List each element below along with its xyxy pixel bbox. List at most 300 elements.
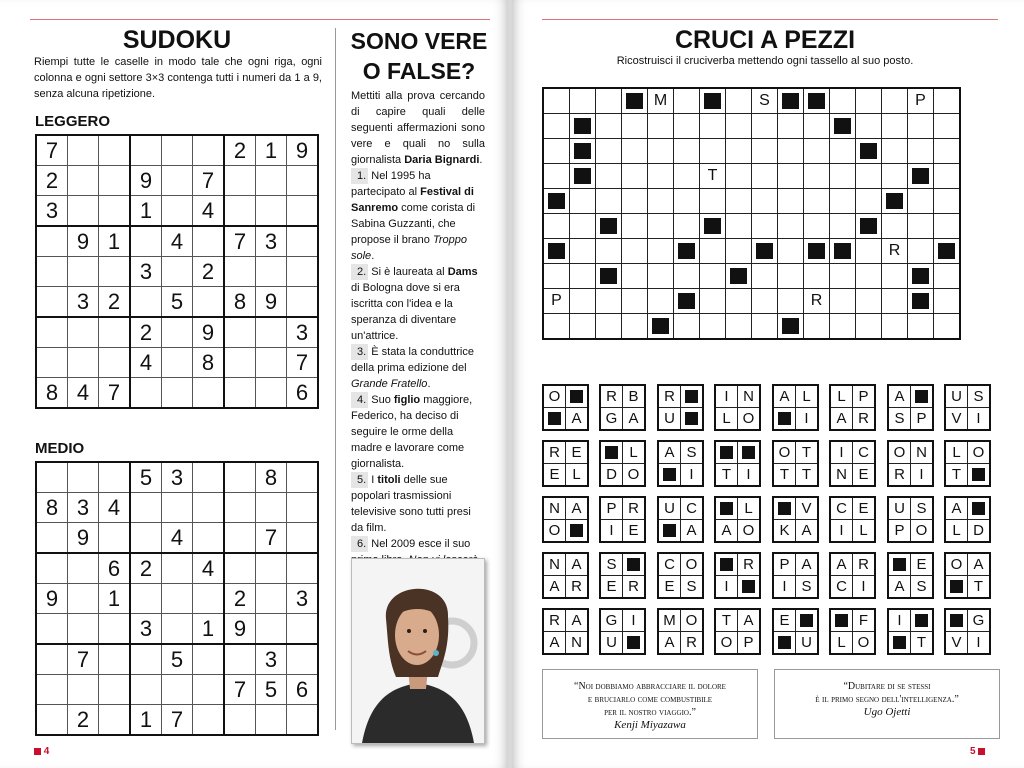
crossword-cell[interactable] [648,139,674,164]
crossword-cell[interactable] [908,114,934,139]
tile-letter: A [543,632,566,655]
crossword-cell[interactable] [752,214,778,239]
crossword-cell[interactable] [700,314,726,340]
crossword-cell[interactable] [856,114,882,139]
medium-cell[interactable] [193,523,225,554]
medium-cell[interactable] [99,705,131,736]
crossword-cell[interactable] [648,264,674,289]
item-text: di Bologna dove si era iscritta con l'idea e la speranza di diventare un'attrice. [351,282,460,342]
tile-piece[interactable] [657,384,704,431]
medium-cell[interactable] [68,462,99,493]
crossword-cell[interactable] [882,289,908,314]
easy-cell[interactable] [99,257,131,287]
easy-cell[interactable] [162,257,193,287]
crossword-cell[interactable] [752,114,778,139]
medium-cell[interactable] [256,493,287,523]
medium-cell: 2 [130,553,162,584]
medium-cell[interactable] [99,614,131,645]
crossword-cell[interactable] [882,164,908,189]
crossword-cell[interactable] [648,214,674,239]
tile-letter: N [911,441,934,464]
crossword-cell[interactable] [752,189,778,214]
crossword-cell[interactable] [804,139,830,164]
crossword-cell[interactable]: P [908,88,934,114]
medium-cell[interactable] [193,705,225,736]
easy-cell[interactable] [68,348,99,378]
tile-piece[interactable] [829,608,876,655]
crossword-cell[interactable] [752,289,778,314]
sudoku-easy-grid[interactable] [35,134,319,409]
medium-cell[interactable] [224,553,256,584]
crossword-cell[interactable] [622,214,648,239]
crossword-cell[interactable] [596,314,622,340]
crossword-cell[interactable] [543,139,570,164]
crossword-cell[interactable] [882,114,908,139]
crossword-cell[interactable] [726,214,752,239]
medium-cell: 8 [256,462,287,493]
tile-letter: N [566,632,589,655]
medium-cell[interactable] [287,553,319,584]
tile-piece[interactable] [887,440,934,487]
crossword-cell[interactable] [570,189,596,214]
crossword-cell[interactable]: R [882,239,908,264]
easy-cell[interactable] [36,348,68,378]
tile-piece[interactable] [542,384,589,431]
crossword-cell[interactable]: R [804,289,830,314]
crossword-cell[interactable] [622,239,648,264]
crossword-cell[interactable] [908,139,934,164]
easy-cell[interactable] [99,348,131,378]
easy-cell[interactable] [287,226,319,257]
easy-cell[interactable] [256,378,287,409]
crossword-cell[interactable] [570,314,596,340]
easy-cell[interactable] [224,257,256,287]
easy-cell[interactable] [224,317,256,348]
easy-cell[interactable] [130,226,162,257]
crossword-cell[interactable] [778,114,804,139]
easy-cell[interactable] [130,378,162,409]
medium-cell[interactable] [287,462,319,493]
crossword-cell[interactable] [882,314,908,340]
easy-cell[interactable] [36,226,68,257]
crossword-grid[interactable] [542,87,961,340]
medium-cell[interactable] [287,644,319,675]
tile-piece[interactable] [714,440,761,487]
medium-cell[interactable] [36,523,68,554]
crossword-cell[interactable] [570,88,596,114]
tile-piece[interactable] [714,552,761,599]
tile-piece[interactable] [657,496,704,543]
medium-cell[interactable] [256,614,287,645]
medium-cell[interactable] [287,705,319,736]
medium-cell[interactable] [36,675,68,705]
easy-cell[interactable] [256,317,287,348]
easy-cell[interactable] [193,135,225,166]
crossword-cell[interactable] [804,114,830,139]
medium-cell[interactable] [36,462,68,493]
tile-piece[interactable] [772,384,819,431]
truefalse-title [345,26,493,86]
medium-cell[interactable] [36,614,68,645]
tile-piece[interactable] [772,496,819,543]
tile-piece[interactable] [772,552,819,599]
tile-piece[interactable] [829,496,876,543]
crossword-cell[interactable] [882,214,908,239]
crossword-cell[interactable] [882,264,908,289]
crossword-cell[interactable] [830,164,856,189]
tile-piece[interactable] [542,440,589,487]
tile-piece[interactable] [599,608,646,655]
crossword-cell[interactable] [622,314,648,340]
easy-cell[interactable] [224,166,256,196]
crossword-cell[interactable] [726,88,752,114]
crossword-cell[interactable] [570,214,596,239]
medium-cell[interactable] [224,493,256,523]
tile-piece[interactable] [829,440,876,487]
crossword-cell[interactable] [726,114,752,139]
crossword-cell[interactable] [674,214,700,239]
tile-piece[interactable] [944,384,991,431]
easy-cell[interactable] [224,348,256,378]
crossword-cell[interactable] [830,264,856,289]
crossword-cell[interactable] [856,239,882,264]
crossword-cell[interactable] [856,88,882,114]
easy-cell[interactable] [256,257,287,287]
crossword-cell[interactable] [700,264,726,289]
easy-cell[interactable] [68,135,99,166]
crossword-cell[interactable] [804,264,830,289]
tile-piece[interactable] [944,440,991,487]
crossword-cell[interactable] [934,289,961,314]
easy-cell[interactable] [162,196,193,227]
crossword-cell[interactable] [674,88,700,114]
easy-cell[interactable] [193,378,225,409]
crossword-cell[interactable] [700,114,726,139]
crossword-instructions: Ricostruisci il cruciverba mettendo ogni tassello al suo posto. [616,55,914,67]
medium-cell: 5 [256,675,287,705]
crossword-cell[interactable] [622,139,648,164]
medium-cell[interactable] [68,614,99,645]
easy-cell[interactable] [256,348,287,378]
medium-cell[interactable] [68,584,99,614]
crossword-cell[interactable] [570,239,596,264]
medium-cell[interactable] [162,553,193,584]
easy-cell[interactable] [256,196,287,227]
tile-piece[interactable] [714,384,761,431]
medium-cell[interactable] [256,553,287,584]
sudoku-medium-grid[interactable] [35,461,319,736]
crossword-cell[interactable] [778,139,804,164]
medium-cell[interactable] [287,614,319,645]
medium-cell[interactable] [193,462,225,493]
crossword-cell[interactable] [700,239,726,264]
crossword-cell[interactable] [856,314,882,340]
crossword-cell[interactable] [622,264,648,289]
crossword-cell[interactable] [882,88,908,114]
crossword-cell[interactable] [752,164,778,189]
crossword-cell[interactable] [596,289,622,314]
crossword-cell[interactable] [830,314,856,340]
medium-cell[interactable] [68,675,99,705]
easy-cell[interactable] [162,166,193,196]
crossword-cell[interactable] [830,88,856,114]
crossword-cell[interactable] [674,114,700,139]
medium-cell[interactable] [224,644,256,675]
crossword-cell[interactable] [830,214,856,239]
tile-row [830,609,875,632]
medium-cell[interactable] [256,705,287,736]
medium-cell[interactable] [99,462,131,493]
medium-cell[interactable] [99,523,131,554]
crossword-cell[interactable] [726,139,752,164]
easy-cell[interactable] [68,166,99,196]
crossword-cell[interactable] [934,164,961,189]
medium-cell[interactable] [287,523,319,554]
tile-piece[interactable] [657,608,704,655]
crossword-cell[interactable] [622,189,648,214]
crossword-cell[interactable] [778,289,804,314]
crossword-cell[interactable] [674,264,700,289]
medium-cell[interactable] [36,644,68,675]
tile-piece[interactable] [829,552,876,599]
crossword-cell[interactable] [726,289,752,314]
easy-cell[interactable] [99,166,131,196]
crossword-cell[interactable] [726,189,752,214]
tile-letter: O [681,553,704,576]
crossword-cell[interactable] [726,164,752,189]
crossword-cell[interactable] [908,214,934,239]
tile-piece[interactable] [944,552,991,599]
easy-cell[interactable] [99,317,131,348]
crossword-cell[interactable] [934,139,961,164]
easy-cell: 2 [99,287,131,318]
crossword-cell[interactable] [543,114,570,139]
tile-piece[interactable] [887,384,934,431]
crossword-cell[interactable] [674,189,700,214]
crossword-cell[interactable] [596,88,622,114]
medium-cell[interactable] [287,493,319,523]
tile-piece[interactable] [829,384,876,431]
crossword-cell[interactable] [726,239,752,264]
medium-cell[interactable] [193,584,225,614]
easy-cell[interactable] [193,287,225,318]
medium-cell[interactable] [193,675,225,705]
tile-piece[interactable] [714,496,761,543]
tile-piece[interactable] [944,496,991,543]
crossword-cell[interactable] [856,164,882,189]
crossword-cell[interactable] [570,289,596,314]
medium-cell[interactable] [99,675,131,705]
crossword-cell[interactable] [543,314,570,340]
medium-cell: 4 [99,493,131,523]
easy-cell[interactable] [68,317,99,348]
crossword-cell[interactable] [752,139,778,164]
crossword-cell[interactable] [596,239,622,264]
easy-cell[interactable] [287,257,319,287]
crossword-cell[interactable] [752,264,778,289]
medium-cell[interactable] [130,523,162,554]
crossword-cell[interactable] [674,139,700,164]
medium-cell[interactable] [130,644,162,675]
medium-cell[interactable] [130,675,162,705]
crossword-cell[interactable] [622,289,648,314]
medium-cell[interactable] [36,553,68,584]
medium-cell[interactable] [224,705,256,736]
crossword-cell[interactable] [830,189,856,214]
tile-piece[interactable] [944,608,991,655]
medium-cell[interactable] [162,614,193,645]
crossword-cell[interactable] [934,314,961,340]
easy-cell[interactable] [287,166,319,196]
crossword-cell[interactable] [908,314,934,340]
crossword-cell[interactable] [648,289,674,314]
crossword-cell[interactable] [596,139,622,164]
easy-cell[interactable] [162,135,193,166]
crossword-cell[interactable] [804,189,830,214]
tile-piece[interactable] [772,440,819,487]
medium-cell[interactable] [162,584,193,614]
medium-cell: 7 [256,523,287,554]
crossword-cell[interactable] [570,264,596,289]
item-text: titoli [377,474,401,486]
easy-cell[interactable] [130,287,162,318]
easy-cell[interactable] [287,287,319,318]
crossword-cell[interactable] [543,164,570,189]
crossword-cell[interactable] [830,139,856,164]
crossword-cell[interactable] [804,214,830,239]
easy-cell: 7 [224,226,256,257]
tile-piece[interactable] [599,496,646,543]
crossword-cell[interactable]: P [543,289,570,314]
easy-cell[interactable] [162,317,193,348]
crossword-cell[interactable] [596,164,622,189]
crossword-cell[interactable] [934,88,961,114]
tile-letter: R [600,385,623,408]
crossword-cell[interactable] [648,164,674,189]
crossword-cell[interactable] [700,289,726,314]
tile-piece[interactable] [887,608,934,655]
crossword-cell[interactable] [622,114,648,139]
medium-cell[interactable] [99,644,131,675]
crossword-cell[interactable] [830,289,856,314]
tile-piece[interactable] [599,440,646,487]
tile-piece[interactable] [887,496,934,543]
tile-row [600,385,645,408]
tile-letter: A [623,408,646,431]
easy-cell[interactable] [36,287,68,318]
crossword-cell[interactable] [648,189,674,214]
easy-cell[interactable] [36,317,68,348]
crossword-cell[interactable] [648,114,674,139]
easy-cell[interactable] [68,257,99,287]
medium-cell[interactable] [162,493,193,523]
crossword-cell[interactable] [674,314,700,340]
crossword-cell[interactable] [908,239,934,264]
crossword-cell[interactable] [778,164,804,189]
crossword-cell[interactable] [543,88,570,114]
crossword-cell[interactable]: S [752,88,778,114]
easy-cell[interactable] [99,135,131,166]
medium-cell: 7 [162,705,193,736]
medium-cell[interactable] [68,553,99,584]
medium-cell[interactable] [224,462,256,493]
tile-piece[interactable] [542,496,589,543]
medium-cell[interactable] [193,493,225,523]
medium-cell[interactable] [193,644,225,675]
crossword-cell[interactable]: T [700,164,726,189]
medium-cell[interactable] [224,523,256,554]
crossword-cell[interactable] [700,139,726,164]
medium-cell[interactable] [162,675,193,705]
easy-cell[interactable] [193,226,225,257]
tile-piece[interactable] [542,608,589,655]
crossword-cell[interactable] [856,264,882,289]
easy-cell[interactable] [130,135,162,166]
crossword-cell[interactable] [934,189,961,214]
easy-cell[interactable] [68,196,99,227]
easy-cell[interactable] [256,166,287,196]
crossword-cell[interactable] [648,239,674,264]
tile-piece[interactable] [887,552,934,599]
crossword-cell[interactable] [596,114,622,139]
crossword-cell[interactable] [752,314,778,340]
crossword-cell[interactable] [726,314,752,340]
tile-piece[interactable] [657,552,704,599]
easy-cell[interactable] [224,196,256,227]
crossword-cell[interactable] [778,239,804,264]
crossword-cell[interactable] [908,189,934,214]
crossword-cell[interactable] [543,214,570,239]
tile-piece[interactable] [599,384,646,431]
tile-piece[interactable] [772,608,819,655]
medium-cell[interactable] [36,705,68,736]
crossword-cell[interactable]: M [648,88,674,114]
easy-cell[interactable] [36,257,68,287]
crossword-cell[interactable] [778,214,804,239]
easy-cell[interactable] [224,378,256,409]
easy-cell[interactable] [99,196,131,227]
medium-cell[interactable] [256,584,287,614]
crossword-cell[interactable] [856,289,882,314]
item-text: Dams [447,266,478,278]
tile-piece[interactable] [599,552,646,599]
easy-cell[interactable] [162,378,193,409]
crossword-cell[interactable] [778,189,804,214]
crossword-cell[interactable] [804,314,830,340]
crossword-cell[interactable] [934,214,961,239]
easy-cell[interactable] [162,348,193,378]
tile-piece[interactable] [542,552,589,599]
medium-cell[interactable] [130,584,162,614]
crossword-cell[interactable] [596,189,622,214]
tile-row [830,385,875,408]
medium-cell[interactable] [130,493,162,523]
crossword-cell[interactable] [934,114,961,139]
crossword-cell[interactable] [674,164,700,189]
crossword-cell[interactable] [700,189,726,214]
tile-piece[interactable] [657,440,704,487]
easy-cell[interactable] [287,196,319,227]
crossword-cell[interactable] [543,264,570,289]
tile-letter: K [773,520,796,543]
crossword-cell[interactable] [804,164,830,189]
crossword-cell[interactable] [622,164,648,189]
crossword-cell[interactable] [778,264,804,289]
crossword-cell[interactable] [882,139,908,164]
crossword-cell[interactable] [934,264,961,289]
tile-piece[interactable] [714,608,761,655]
crossword-cell[interactable] [856,189,882,214]
